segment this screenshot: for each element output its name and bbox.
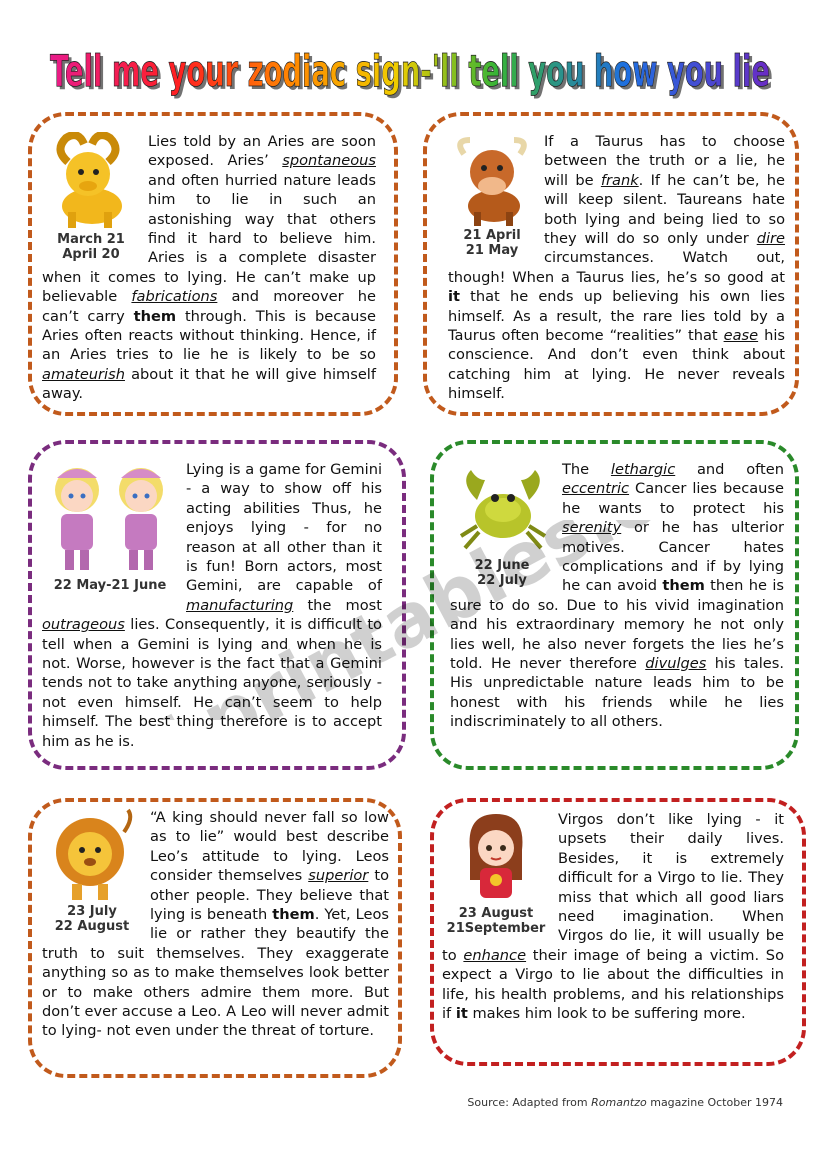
taurus-date-from: 21 April (463, 228, 521, 243)
virgo-date-from: 23 August (458, 906, 534, 921)
bold-word: them (662, 577, 705, 595)
text-run: or he has ulterior motives. Cancer hates complications and if by lying he can avoid (562, 519, 784, 595)
page-title (40, 36, 780, 102)
source-magazine: Romantzo (591, 1096, 647, 1109)
bull-icon (450, 132, 534, 228)
aries-date-from: March 21 (57, 232, 125, 247)
vocab-word: spontaneous (282, 152, 376, 170)
text-run: makes him look to be suffering more. (467, 1005, 746, 1023)
aries-illustration (42, 132, 140, 262)
leo-text (42, 808, 389, 1041)
title-shadow: Tell me your zodiac sign-'ll tell you how you lie (53, 49, 773, 100)
text-run: that he ends up believing his own lies himself. As a result, the rare lies told by a Taurus often become “realities” that (448, 288, 785, 345)
text-run: . If he can’t be, he will keep silent. Taureans hate both lying and being lied to so they will do so only under (544, 171, 785, 248)
bold-word: it (448, 288, 460, 306)
text-run: Lies told by an Aries are soon exposed. Aries’ (148, 133, 376, 170)
title-text: Tell me your zodiac sign-'ll tell you how you lie (50, 46, 770, 97)
leo-date-from: 23 July (67, 904, 117, 919)
text-run: and often hurried nature leads him to lie in such an astonishing way that others find it hard to believe him. Aries is a complete disaster when it comes to lying. He can’t make up believable (42, 171, 376, 306)
cancer-date-to: 22 July (477, 573, 527, 588)
text-run: Lying is a game for Gemini - a way to show off his acting abilities Thus, he enjoys lying - for no reason at all other than it is fun! Born actors, most Gemini, are capable of (186, 461, 382, 595)
text-run: about it that he will give himself away. (42, 365, 376, 403)
text-run: The (562, 461, 611, 478)
cancer-text (450, 460, 784, 732)
text-run: “A king should never fall so low as to lie” would best describe Leo’s attitude to lying. Leos consider themselves (150, 809, 389, 885)
vocab-word: amateurish (42, 365, 125, 383)
aries-date-to: April 20 (62, 247, 120, 262)
taurus-date-to: 21 May (465, 243, 519, 258)
cancer-date-from: 22 June (474, 558, 530, 573)
vocab-word: outrageous (42, 616, 125, 634)
ram-icon (46, 132, 136, 232)
aries-text (42, 132, 376, 404)
text-run: Cancer lies because he wants to protect his (562, 480, 784, 517)
text-run: to other people. They believe that lying is beneath (150, 867, 389, 924)
gemini-dates: 22 May-21 June (53, 578, 167, 593)
vocab-word: enhance (463, 946, 527, 964)
taurus-illustration (448, 132, 536, 258)
source-note (467, 1096, 783, 1109)
girl-icon (456, 810, 536, 906)
text-run: circumstances. Watch out, though! When a Taurus lies, he’s so good at (448, 249, 785, 286)
text-run: . Yet, Leos lie or rather they beautify the truth to suit themselves. They exaggerate anything so as to make themselves look better or to make others admire them more. But don’t ever accuse a Leo. A Leo will never admit to lying- not even under the threat of torture. (42, 906, 390, 1040)
vocab-word: frank (600, 171, 639, 189)
text-run: If a Taurus has to choose between the truth or a lie, he will be (544, 133, 785, 189)
bold-word: it (455, 1005, 468, 1023)
virgo-date-to: 21September (446, 921, 546, 936)
text-run: and often (675, 461, 784, 478)
text-run: his conscience. And don’t even think about catching him at lying. He never reveals himself. (448, 327, 785, 403)
vocab-word: serenity (562, 519, 622, 537)
bold-word: them (272, 906, 315, 924)
gemini-text (42, 460, 382, 751)
vocab-word: eccentric (562, 480, 630, 498)
text-run: lies. Consequently, it is difficult to tell when a Gemini is lying and when he is not. Worse, however is the fact that a Gemini tends not to take anything anyone, seriously - not even himself. He can’t seem to help himself. The best thing therefore is to accept him as he is. (42, 616, 382, 750)
virgo-illustration (442, 810, 550, 936)
text-run: then he is sure to do so. Due to his vivid imagination and his extraordinary memory he not only lies well, he also never forgets the lies he’s told. He never therefore (450, 577, 784, 673)
vocab-word: divulges (645, 655, 707, 673)
source-suffix: magazine October 1974 (646, 1096, 783, 1109)
source-prefix: Source: Adapted from (467, 1096, 592, 1109)
vocab-word: superior (308, 867, 369, 885)
text-run: the most (293, 596, 382, 614)
text-run: and moreover he can’t carry (42, 288, 376, 325)
taurus-text (448, 132, 785, 404)
text-run: Virgos don’t like lying - it upsets their daily lives. Besides, it is extremely difficult for a Virgo to lie. They miss that which all good liars need imagination. When Virgos do lie, it will usually be to (442, 811, 784, 964)
text-run: their image of being a victim. So expect a Virgo to lie about the difficulties in life, his health problems, and his relationships if (442, 946, 784, 1023)
vocab-word: fabrications (131, 288, 218, 306)
virgo-text (442, 810, 784, 1023)
lion-icon (44, 808, 140, 904)
gemini-illustration (42, 460, 178, 593)
vocab-word: manufacturing (186, 596, 294, 614)
leo-illustration (42, 808, 142, 934)
leo-date-to: 22 August (54, 919, 130, 934)
twins-icon (45, 460, 175, 578)
text-run: his tales. His unpredictable nature leads him to be honest with his friends while he lies indiscriminately to all others. (450, 655, 784, 731)
bold-word: them (133, 307, 177, 325)
vocab-word: lethargic (610, 461, 676, 478)
text-run: through. This is because Aries often reacts without thinking. Hence, if an Aries tries to lie he is likely to be so (42, 307, 376, 364)
crab-icon (453, 460, 551, 558)
vocab-word: ease (723, 327, 759, 345)
vocab-word: dire (756, 230, 785, 248)
cancer-illustration (450, 460, 554, 588)
